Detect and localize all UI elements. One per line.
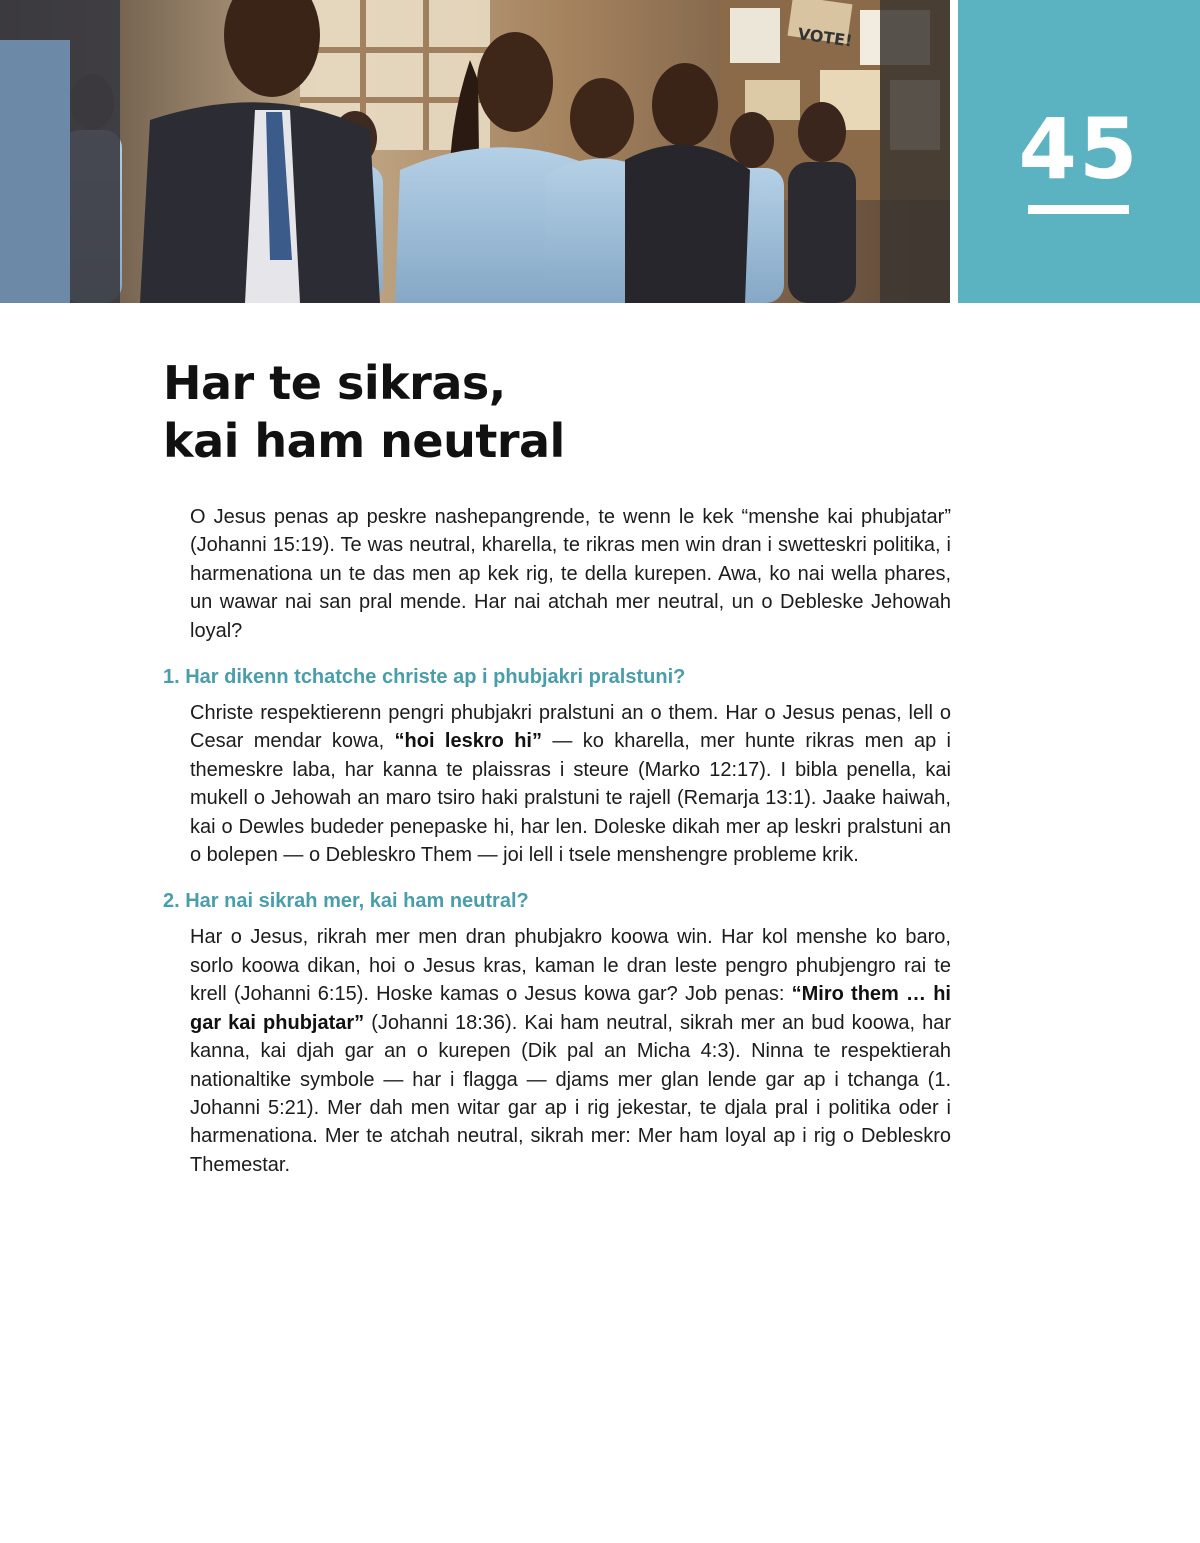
section-paragraph-2 xyxy=(190,923,951,1179)
page-title-line-2: kai ham neutral xyxy=(163,414,565,468)
section-1-bold-quote: “hoi leskro hi” xyxy=(394,730,542,753)
section-2-text-before: Har o Jesus, rikrah mer men dran phubjakro koowa win. Har kol menshe ko baro, sorlo koowa dikan, hoi o Jesus kras, kaman le dran leste pengro phubjengro rai te krell (Johanni 6:15). Hoske kamas o Jesus kowa gar? Job penas: xyxy=(190,926,951,1006)
lesson-content xyxy=(163,503,951,1179)
header-photo xyxy=(0,0,950,303)
intro-paragraph: O Jesus penas ap peskre nashepangrende, te wenn le kek “menshe kai phubjatar” (Johanni 15:19). Te was neutral, kharella, te rikras men win dran i swetteskri politika, i harmenationa un te das men ap kek rig, te della kurepen. Awa, ko nai wella phares, un wawar nai san pral mende. Har nai atchah mer neutral, un o Debleske Jehowah loyal? xyxy=(190,506,951,642)
page-title-line-1: Har te sikras, xyxy=(163,356,506,410)
section-1-text-before: Christe respektierenn pengri phubjakri pralstuni an o them. Har o Jesus penas, lell o Cesar mendar kowa, xyxy=(190,702,951,753)
poster-vote-text: VOTE! xyxy=(796,24,854,51)
classroom-illustration xyxy=(0,0,950,303)
section-heading-1: 1. Har dikenn tchatche christe ap i phubjakri pralstuni? xyxy=(163,666,686,689)
lesson-number: 45 xyxy=(1018,100,1140,198)
section-2-text-after: (Johanni 18:36). Kai ham neutral, sikrah mer an bud koowa, har kanna, kai djah gar an o kurepen (Dik pal an Micha 4:3). Ninna te respektierah nationaltike symbole — har i flagga — djams mer glan lende gar ap i tchanga (1. Johanni 5:21). Mer dah men witar gar ap i rig jekestar, te djala pral i politika oder i harmenationa. Mer te atchah neutral, sikrah mer: Mer ham loyal ap i rig o Debleskro Themestar. xyxy=(190,1011,952,1176)
section-1-text-after: — ko kharella, mer hunte rikras men ap i themeskre laba, har kanna te plaissras i steure (Marko 12:17). I bibla penella, kai mukell o Jehowah an maro tsiro haki pralstuni te rajell (Remarja 13:1). Jaake haiwah, kai o Dewles budeder penepaske hi, har len. Doleske dikah mer ap leskri pralstuni an o bolepen — o Debleskro Them — joi lell i tsele menshengre probleme krik. xyxy=(190,730,952,867)
lesson-number-underline xyxy=(1028,205,1129,214)
lesson-number-badge xyxy=(958,0,1200,303)
page-title xyxy=(163,354,565,470)
section-paragraph-1 xyxy=(190,699,951,869)
section-heading-2: 2. Har nai sikrah mer, kai ham neutral? xyxy=(163,890,529,913)
section-2-bold-quote: “Miro them … hi gar kai phubjatar” xyxy=(190,983,951,1034)
